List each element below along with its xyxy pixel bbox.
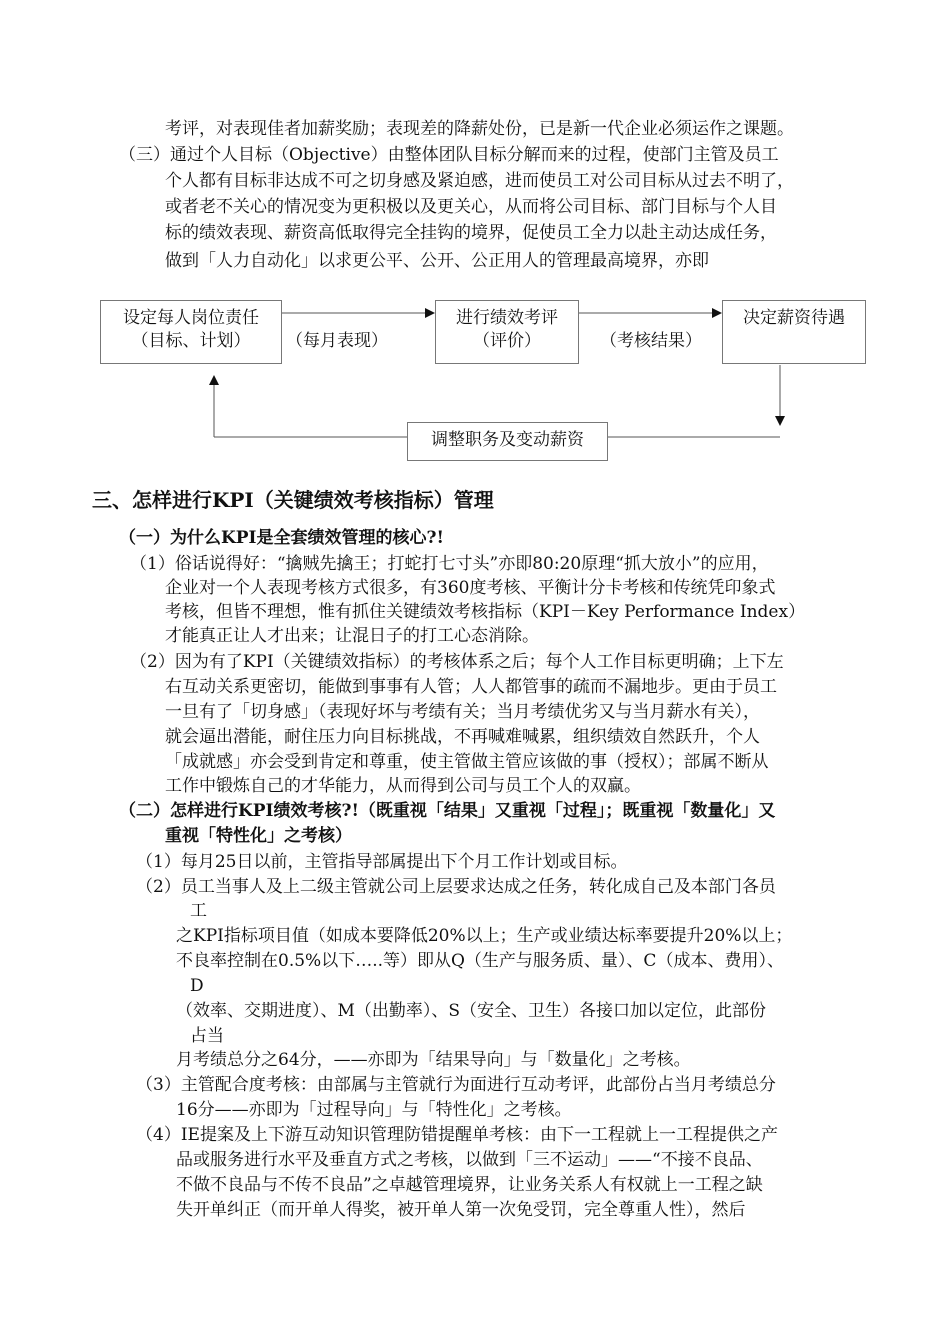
subsection-title: （一）为什么KPI是全套绩效管理的核心?! <box>119 528 444 548</box>
body-line: 工作中锻炼自己的才华能力，从而得到公司与员工个人的双赢。 <box>165 776 641 796</box>
body-line: （2）员工当事人及上二级主管就公司上层要求达成之任务，转化成自己及本部门各员 <box>136 877 776 897</box>
body-line: 之KPI指标项目值（如成本要降低20%以上；生产或业绩达标率要提升20%以上； <box>176 926 793 946</box>
body-line: 「成就感」亦会受到肯定和尊重，使主管做主管应该做的事（授权）；部属不断从 <box>165 752 769 772</box>
flow-box-text: 调整职务及变动薪资 <box>431 430 584 450</box>
section-title: 三、怎样进行KPI（关键绩效考核指标）管理 <box>92 488 494 512</box>
body-line: 占当 <box>190 1026 224 1046</box>
flow-box-set-responsibility <box>100 300 282 364</box>
flow-label-monthly: （每月表现） <box>286 331 388 351</box>
body-line: 品或服务进行水平及垂直方式之考核，以做到「三不运动」——“不接不良品、 <box>176 1150 763 1170</box>
intro-line: 个人都有目标非达成不可之切身感及紧迫感，进而使员工对公司目标从过去不明了， <box>165 171 794 191</box>
body-line: （3）主管配合度考核：由部属与主管就行为面进行互动考评，此部份占当月考绩总分 <box>136 1075 776 1095</box>
flow-box-text: 设定每人岗位责任 <box>123 308 259 328</box>
flow-box-text: 进行绩效考评 <box>456 308 558 328</box>
flow-box-adjust <box>407 422 608 461</box>
body-line: 就会逼出潜能，耐住压力向目标挑战，不再喊难喊累，组织绩效自然跃升，个人 <box>165 727 760 747</box>
body-line: （1）每月25日以前，主管指导部属提出下个月工作计划或目标。 <box>136 852 628 872</box>
intro-line: 做到「人力自动化」以求更公平、公开、公正用人的管理最高境界，亦即 <box>165 251 709 271</box>
body-line: 工 <box>190 901 207 921</box>
flow-box-evaluation <box>435 300 579 364</box>
body-line: （2）因为有了KPI（关键绩效指标）的考核体系之后；每个人工作目标更明确；上下左 <box>130 652 784 672</box>
flow-box-text: （目标、计划） <box>131 331 251 351</box>
subsection-title: （二）怎样进行KPI绩效考核?!（既重视「结果」又重视「过程」；既重视「数量化」又 <box>119 801 776 821</box>
intro-line: 或者老不关心的情况变为更积极以及更关心，从而将公司目标、部门目标与个人目 <box>165 197 777 217</box>
flow-label-result: （考核结果） <box>600 331 702 351</box>
flow-connectors <box>0 0 950 480</box>
body-line: 不良率控制在0.5%以下…..等）即从Q（生产与服务质、量）、C（成本、费用）、 <box>176 951 784 971</box>
flow-box-salary <box>722 300 866 364</box>
body-line: （1）俗话说得好：“擒贼先擒王；打蛇打七寸头”亦即80:20原理“抓大放小”的应用， <box>130 554 769 574</box>
body-line: 一旦有了「切身感」（表现好坏与考绩有关；当月考绩优劣又与当月薪水有关）， <box>165 702 760 722</box>
body-line: 不做不良品与不传不良品”之卓越管理境界，让业务关系人有权就上一工程之缺 <box>176 1175 763 1195</box>
intro-line: 标的绩效表现、薪资高低取得完全挂钩的境界，促使员工全力以赴主动达成任务， <box>165 223 777 243</box>
body-line: 16分——亦即为「过程导向」与「特性化」之考核。 <box>176 1100 572 1120</box>
flow-box-text: 决定薪资待遇 <box>743 308 845 328</box>
intro-line: 考评，对表现佳者加薪奖励；表现差的降薪处份，已是新一代企业必须运作之课题。 <box>165 119 794 139</box>
body-line: 考核，但皆不理想，惟有抓住关键绩效考核指标（KPI－Key Performance Index） <box>165 602 806 622</box>
body-line: 月考绩总分之64分，——亦即为「结果导向」与「数量化」之考核。 <box>176 1050 691 1070</box>
body-line: （效率、交期进度）、M（出勤率）、S（安全、卫生）各接口加以定位，此部份 <box>176 1001 767 1021</box>
subsection-title: 重视「特性化」之考核） <box>165 826 352 846</box>
body-line: 右互动关系更密切，能做到事事有人管；人人都管事的疏而不漏地步。更由于员工 <box>165 677 777 697</box>
body-line: （4）IE提案及上下游互动知识管理防错提醒单考核：由下一工程就上一工程提供之产 <box>136 1125 778 1145</box>
body-line: D <box>190 976 204 996</box>
flow-box-text: （评价） <box>473 331 541 351</box>
body-line: 才能真正让人才出来；让混日子的打工心态消除。 <box>165 626 539 646</box>
body-line: 企业对一个人表现考核方式很多，有360度考核、平衡计分卡考核和传统凭印象式 <box>165 578 776 598</box>
body-line: 失开单纠正（而开单人得奖，被开单人第一次免受罚，完全尊重人性），然后 <box>176 1200 746 1220</box>
intro-line: （三）通过个人目标（Objective）由整体团队目标分解而来的过程，使部门主管及员工 <box>119 145 779 165</box>
